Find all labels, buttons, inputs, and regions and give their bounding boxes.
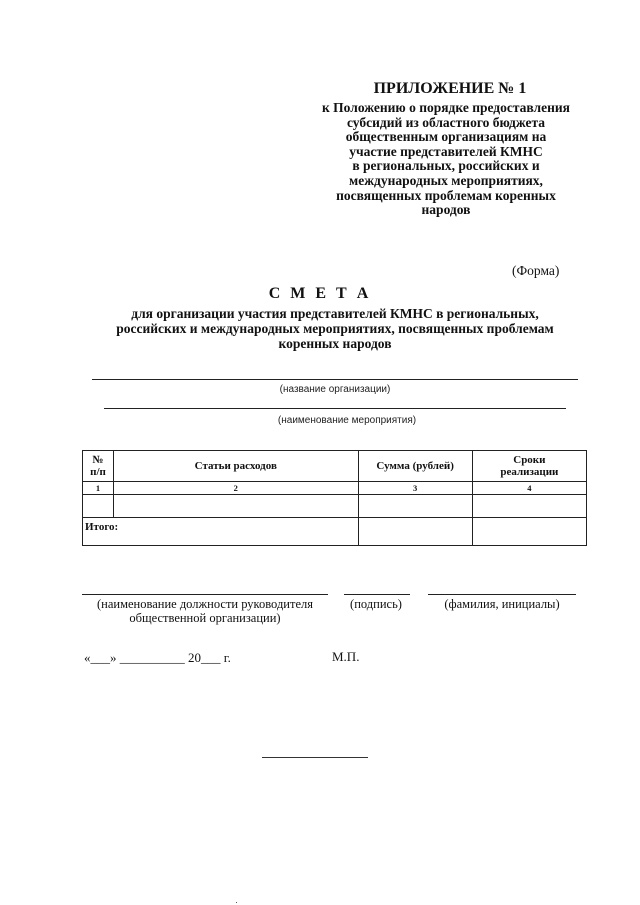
- total-label: Итого:: [83, 518, 359, 546]
- appendix-subtitle-line: народов: [421, 202, 471, 218]
- table-cell[interactable]: [358, 495, 472, 518]
- organization-name-line[interactable]: [92, 379, 578, 380]
- header-expense-items: Статьи расходов: [114, 451, 358, 482]
- appendix-subtitle-line: общественным организациям на: [345, 129, 547, 145]
- appendix-subtitle-line: посвященных проблемам коренных: [336, 187, 556, 203]
- document-subtitle-line: российских и международных мероприятиях, посвященных проблемам: [116, 321, 554, 336]
- table-row: [83, 495, 587, 518]
- signature-caption: (подпись): [350, 597, 402, 611]
- date-line[interactable]: «___» __________ 20___ г.: [84, 650, 231, 665]
- bottom-separator: [262, 757, 368, 758]
- document-subtitle-line: для организации участия представителей КМНС в региональных,: [131, 306, 539, 321]
- event-name-line[interactable]: [104, 408, 566, 409]
- position-caption-line: общественной организации): [129, 611, 281, 625]
- appendix-subtitle-line: к Положению о порядке предоставления: [322, 100, 570, 115]
- form-label: (Форма): [512, 263, 560, 278]
- position-line[interactable]: [82, 594, 328, 595]
- column-number: 1: [83, 482, 114, 495]
- appendix-subtitle-line: субсидий из областного бюджета: [346, 114, 546, 130]
- table-cell[interactable]: [83, 495, 114, 518]
- appendix-subtitle: [290, 101, 602, 218]
- table-cell[interactable]: [472, 495, 586, 518]
- table-header-row: [83, 451, 587, 482]
- header-number: [83, 451, 114, 482]
- appendix-title: ПРИЛОЖЕНИЕ № 1: [373, 80, 527, 97]
- organization-name-caption: (название организации): [279, 384, 391, 395]
- position-caption: [82, 597, 328, 625]
- scan-dot: [236, 902, 237, 903]
- header-number-line: №: [92, 454, 104, 466]
- total-amount-cell[interactable]: [358, 518, 472, 546]
- column-number: 2: [114, 482, 358, 495]
- appendix-subtitle-line: международных мероприятиях,: [349, 172, 543, 188]
- column-number: 4: [472, 482, 586, 495]
- table-cell[interactable]: [114, 495, 358, 518]
- column-number-row: [83, 482, 587, 495]
- header-amount: Сумма (рублей): [358, 451, 472, 482]
- total-row: [83, 518, 587, 546]
- name-line[interactable]: [428, 594, 576, 595]
- document-subtitle-line: коренных народов: [278, 336, 392, 351]
- name-caption: (фамилия, инициалы): [444, 597, 560, 611]
- header-terms: [472, 451, 586, 482]
- header-terms-line: Сроки: [513, 454, 546, 466]
- header-number-line: п/п: [90, 466, 106, 478]
- column-number: 3: [358, 482, 472, 495]
- stamp-place: М.П.: [332, 649, 360, 664]
- total-terms-cell[interactable]: [472, 518, 586, 546]
- header-terms-line: реализации: [500, 466, 559, 478]
- signature-line[interactable]: [344, 594, 410, 595]
- document-subtitle: [80, 306, 590, 351]
- document-title: С М Е Т А: [268, 285, 372, 302]
- appendix-subtitle-line: в региональных, российских и: [352, 158, 540, 174]
- appendix-subtitle-line: участие представителей КМНС: [349, 143, 543, 159]
- position-caption-line: (наименование должности руководителя: [97, 597, 313, 611]
- event-name-caption: (наименование мероприятия): [277, 415, 417, 426]
- estimate-table: [82, 450, 587, 546]
